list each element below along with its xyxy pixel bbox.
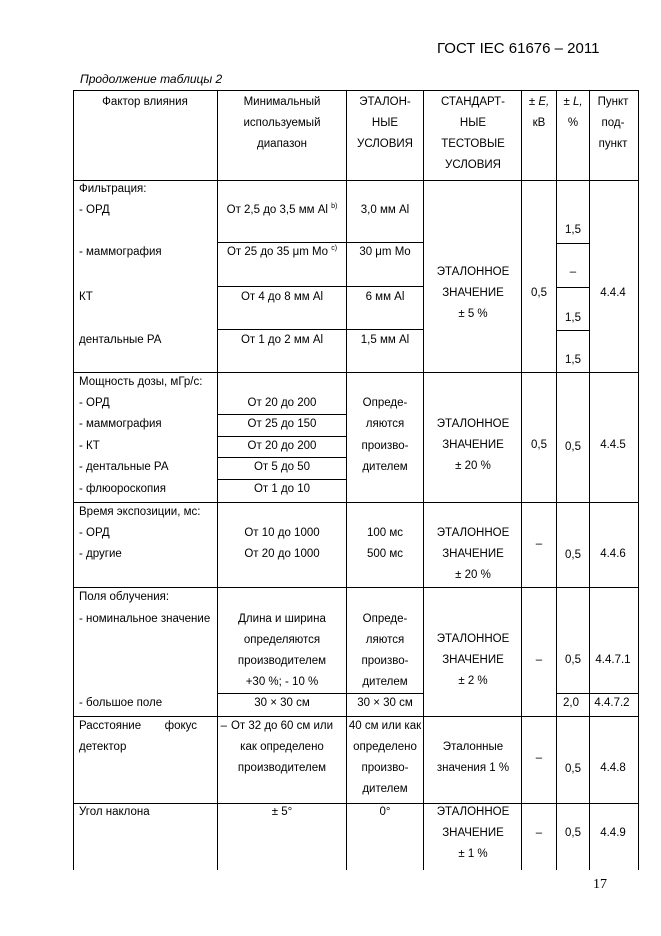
filtration-label: - ОРД: [79, 204, 110, 216]
dose-rate-range: От 25 до 150: [247, 418, 317, 430]
column-header-clause: Пункт: [597, 96, 629, 108]
field-std: ЗНАЧЕНИЕ: [442, 654, 504, 666]
field-nominal-range: Длина и ширина: [238, 613, 326, 625]
column-header-ref: ЭТАЛОН-: [359, 96, 411, 108]
page-number: 17: [593, 877, 607, 892]
distance-e: –: [535, 752, 543, 764]
grid-line: [556, 243, 589, 244]
grid-line: [73, 716, 639, 717]
field-nominal-clause: 4.4.7.1: [595, 654, 631, 666]
grid-line: [556, 287, 589, 288]
grid-line: [521, 90, 522, 870]
field-large-range: 30 × 30 см: [254, 697, 310, 709]
distance-range: как определено: [240, 741, 324, 753]
filtration-l: 1,5: [565, 354, 581, 366]
filtration-clause: 4.4.4: [600, 287, 626, 299]
filtration-range: От 1 до 2 мм Al: [240, 334, 324, 346]
filtration-label: - маммография: [79, 246, 162, 258]
grid-line: [73, 90, 639, 91]
dose-rate-std: ЗНАЧЕНИЕ: [442, 439, 504, 451]
field-nominal-ref: дителем: [362, 676, 408, 688]
exposure-range: От 10 до 1000: [244, 527, 320, 539]
column-header-range: Минимальный: [243, 96, 321, 108]
tilt-clause: 4.4.9: [600, 827, 626, 839]
dose-rate-range: От 20 до 200: [247, 440, 317, 452]
filtration-ref: 3,0 мм Al: [360, 204, 410, 216]
dose-rate-std: ЭТАЛОННОЕ: [436, 418, 510, 430]
column-header-std: УСЛОВИЯ: [445, 159, 501, 171]
dose-rate-range: От 1 до 10: [253, 483, 311, 495]
field-nominal-range: +30 %; - 10 %: [245, 676, 319, 688]
distance-std: значения 1 %: [436, 762, 510, 774]
field-title: Поля облучения:: [79, 591, 170, 603]
column-header-l-unit: %: [567, 117, 579, 129]
filtration-std: ЭТАЛОННОЕ: [436, 266, 510, 278]
column-header-std: ТЕСТОВЫЕ: [441, 138, 505, 150]
field-std: ЭТАЛОННОЕ: [436, 633, 510, 645]
exposure-std: ± 20 %: [455, 569, 491, 581]
distance-label: детектор: [79, 741, 127, 753]
grid-line: [589, 90, 590, 870]
dose-rate-ref: дителем: [362, 461, 408, 473]
tilt-std: ЗНАЧЕНИЕ: [442, 827, 504, 839]
column-header-clause: пункт: [598, 138, 628, 150]
field-large-label: - большое поле: [79, 697, 163, 709]
filtration-range-text: От 25 до 35 μm Mo: [226, 246, 329, 258]
dose-rate-label: - флюороскопия: [79, 483, 166, 495]
column-header-clause: под-: [601, 117, 625, 129]
filtration-std: ± 5 %: [458, 308, 488, 320]
dose-rate-ref: произво-: [361, 440, 409, 452]
filtration-std: ЗНАЧЕНИЕ: [442, 287, 504, 299]
filtration-l: –: [569, 266, 577, 278]
grid-line: [73, 803, 639, 804]
distance-ref: произво-: [361, 762, 409, 774]
grid-line: [423, 90, 424, 870]
grid-line: [217, 286, 423, 287]
document-title: ГОСТ IEC 61676 – 2011: [437, 40, 600, 57]
tilt-range: ± 5°: [271, 806, 293, 818]
table-caption: Продолжение таблицы 2: [80, 72, 223, 86]
dose-rate-l: 0,5: [565, 441, 581, 453]
column-header-e-unit: кВ: [532, 117, 546, 129]
column-header-l: [563, 95, 582, 109]
filtration-title: Фильтрация:: [79, 183, 147, 195]
grid-line: [556, 693, 639, 694]
exposure-title: Время экспозиции, мс:: [79, 506, 201, 518]
dose-rate-ref: Опреде-: [362, 397, 408, 409]
grid-line: [73, 502, 639, 503]
grid-line: [73, 180, 639, 181]
distance-clause: 4.4.8: [600, 762, 626, 774]
dose-rate-range: От 5 до 50: [253, 461, 311, 473]
exposure-e: –: [535, 538, 543, 550]
column-header-factor: Фактор влияния: [102, 96, 188, 108]
field-nominal-l: 0,5: [565, 654, 581, 666]
grid-line: [73, 90, 74, 870]
filtration-label: КТ: [79, 291, 93, 303]
grid-line: [556, 330, 589, 331]
dose-rate-label: - КТ: [79, 440, 100, 452]
grid-line: [73, 587, 639, 588]
grid-line: [346, 90, 347, 870]
tilt-std: ЭТАЛОННОЕ: [436, 806, 510, 818]
dose-rate-title: Мощность дозы, мГр/с:: [79, 376, 203, 388]
distance-range: производителем: [237, 762, 327, 774]
column-header-e: [529, 95, 549, 109]
grid-line: [556, 90, 557, 870]
dose-rate-e: 0,5: [531, 439, 547, 451]
field-nominal-ref: произво-: [361, 655, 409, 667]
filtration-e: 0,5: [531, 287, 547, 299]
grid-line: [217, 693, 423, 694]
footnote-mark: c): [331, 245, 338, 252]
tilt-e: –: [535, 827, 543, 839]
column-header-e-text: ± E,: [528, 96, 550, 108]
exposure-std: ЗНАЧЕНИЕ: [442, 548, 504, 560]
field-nominal-ref: Опреде-: [362, 613, 408, 625]
tilt-l: 0,5: [565, 827, 581, 839]
tilt-ref: 0°: [379, 806, 391, 818]
grid-line: [638, 90, 639, 870]
column-header-ref: НЫЕ: [371, 117, 399, 129]
field-nominal-range: определяются: [243, 634, 321, 646]
dose-rate-std: ± 20 %: [455, 460, 491, 472]
dose-rate-label: - ОРД: [79, 397, 110, 409]
grid-line: [73, 372, 639, 373]
distance-label-text: Расстояние фокус –: [79, 720, 227, 732]
distance-ref: определено: [353, 741, 417, 753]
column-header-l-text: ± L,: [563, 96, 583, 108]
distance-ref: дителем: [362, 783, 408, 795]
column-header-range: используемый: [243, 117, 321, 129]
dose-rate-label: - дентальные РА: [79, 461, 169, 473]
exposure-ref: 100 мс: [366, 527, 404, 539]
column-header-range: диапазон: [257, 138, 307, 150]
filtration-label: дентальные РА: [79, 334, 162, 346]
filtration-ref: 30 μm Mo: [359, 246, 411, 258]
distance-range: От 32 до 60 см или: [230, 720, 334, 732]
field-nominal-range: производителем: [237, 655, 327, 667]
filtration-range-text: От 2,5 до 3,5 мм Al: [226, 204, 328, 216]
dose-rate-clause: 4.4.5: [600, 439, 626, 451]
field-nominal-label: - номинальное значение: [79, 613, 211, 625]
grid-line: [217, 90, 218, 870]
exposure-range: От 20 до 1000: [244, 548, 320, 560]
field-large-ref: 30 × 30 см: [357, 697, 413, 709]
field-nominal-ref: ляются: [365, 634, 405, 646]
distance-std: Эталонные: [442, 741, 504, 753]
field-large-clause: 4.4.7.2: [594, 697, 630, 709]
exposure-label: - другие: [79, 548, 122, 560]
tilt-label: Угол наклона: [79, 806, 150, 818]
distance-label: [79, 719, 227, 733]
exposure-ref: 500 мс: [366, 548, 404, 560]
dose-rate-range: От 20 до 200: [247, 397, 317, 409]
filtration-ref: 6 мм Al: [365, 291, 405, 303]
field-nominal-e: –: [535, 654, 543, 666]
grid-line: [217, 414, 346, 415]
distance-ref: 40 см или как: [348, 720, 422, 732]
filtration-ref: 1,5 мм Al: [360, 334, 410, 346]
column-header-ref: УСЛОВИЯ: [357, 138, 413, 150]
filtration-range: [227, 245, 337, 259]
grid-line: [217, 329, 423, 330]
filtration-l: 1,5: [565, 224, 581, 236]
exposure-std: ЭТАЛОННОЕ: [436, 527, 510, 539]
filtration-l: 1,5: [565, 312, 581, 324]
tilt-std: ± 1 %: [458, 848, 488, 860]
column-header-std: СТАНДАРТ-: [440, 96, 506, 108]
grid-line: [217, 242, 423, 243]
grid-line: [217, 479, 346, 480]
filtration-range: От 4 до 8 мм Al: [240, 291, 324, 303]
distance-l: 0,5: [565, 763, 581, 775]
grid-line: [217, 436, 346, 437]
dose-rate-ref: ляются: [365, 418, 405, 430]
dose-rate-label: - маммография: [79, 418, 162, 430]
field-std: ± 2 %: [458, 675, 488, 687]
grid-line: [217, 457, 346, 458]
filtration-range: [227, 203, 338, 217]
column-header-std: НЫЕ: [459, 117, 487, 129]
exposure-label: - ОРД: [79, 527, 110, 539]
field-large-l: 2,0: [563, 697, 579, 709]
exposure-clause: 4.4.6: [600, 548, 626, 560]
exposure-l: 0,5: [565, 549, 581, 561]
footnote-mark: b): [331, 203, 338, 210]
